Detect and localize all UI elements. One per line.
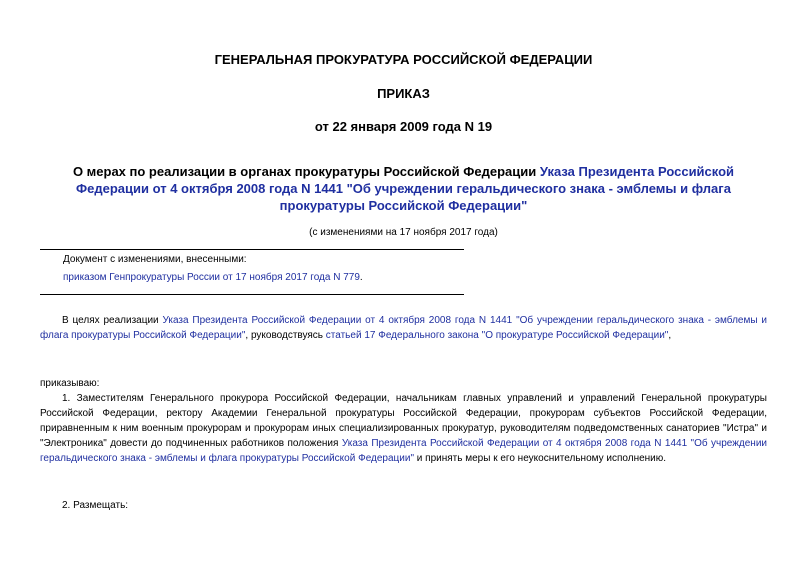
item-1-paragraph [40,391,767,466]
date-number-heading: от 22 января 2009 года N 19 [314,119,493,134]
preamble-decree-link[interactable]: Указа Президента Российской Федерации от 4 октября 2008 года N 1441 "Об учреждении геральдического знака - эмблемы и флага прокуратуры Российской Федерации" [40,315,767,341]
item-1-suffix: и принять меры к его неукоснительному исполнению. [414,453,667,464]
subject-prefix: О мерах по реализации в органах прокуратуры Российской Федерации [72,164,540,179]
amendments-bottom-divider [40,294,464,295]
preamble-prefix: В целях реализации [62,315,163,326]
preamble-paragraph [40,313,767,343]
item-1-prefix: 1. Заместителям Генерального прокурора Российской Федерации, начальникам главных управлений и управлений Генеральной прокуратуры Российской Федерации, ректору Академии Генеральной прокуратуры Российской Федерации, прокурорам субъектов Российской Федерации, приравненным к ним военным прокурорам и прокурорам иных специализированных прокуратур, руководителям подведомственных санаториев "Истра" и "Электроника" довести до подчиненных работников положения [40,393,767,449]
item-2-paragraph: 2. Размещать: [62,500,129,511]
amendment-order-link[interactable]: приказом Генпрокуратуры России от 17 ноября 2017 года N 779 [63,272,360,283]
item-1-decree-link[interactable]: Указа Президента Российской Федерации от 4 октября 2008 года N 1441 "Об учреждении геральдического знака - эмблемы и флага прокуратуры Российской Федерации" [40,438,767,464]
document-type-heading: ПРИКАЗ [377,86,430,101]
preamble-law-link[interactable]: статьей 17 Федерального закона "О прокуратуре Российской Федерации" [325,330,669,341]
amendments-intro: Документ с изменениями, внесенными: [63,254,247,265]
subject-decree-link[interactable]: Указа Президента Российской Федерации от 4 октября 2008 года N 1441 "Об учреждении геральдического знака - эмблемы и флага прокуратуры Российской Федерации" [76,164,735,213]
preamble-suffix: , [668,330,672,341]
preamble-middle: , руководствуясь [245,330,326,341]
document-subject [55,163,752,214]
order-word: приказываю: [40,378,100,389]
organization-heading: ГЕНЕРАЛЬНАЯ ПРОКУРАТУРА РОССИЙСКОЙ ФЕДЕРАЦИИ [214,52,593,67]
amendments-item [63,271,363,284]
amendments-top-divider [40,249,464,250]
amendment-suffix: . [359,272,363,283]
changes-note: (с изменениями на 17 ноября 2017 года) [309,227,498,238]
